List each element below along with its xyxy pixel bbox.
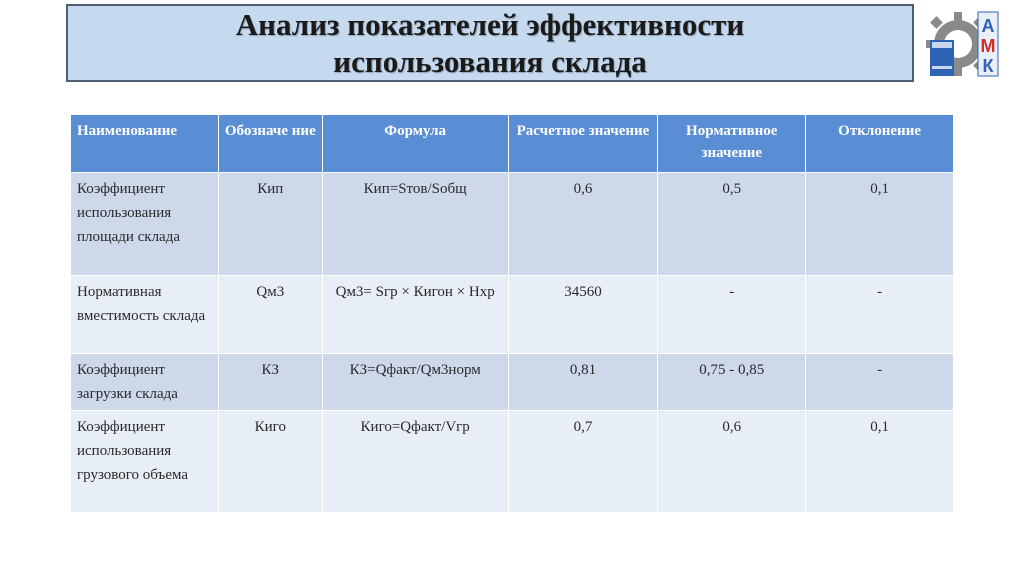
table-row xyxy=(71,173,954,276)
header-name: Наименование xyxy=(71,115,219,173)
cell-calc: 0,81 xyxy=(508,354,658,411)
cell-name: Коэффициент использования грузового объема xyxy=(71,411,219,513)
cell-formula: Кип=Sтов/Sобщ xyxy=(322,173,508,276)
table-header-row xyxy=(71,115,954,173)
table-row xyxy=(71,276,954,354)
cell-symbol: Киго xyxy=(218,411,322,513)
cell-formula: КЗ=Qфакт/Qм3норм xyxy=(322,354,508,411)
header-deviation: Отклонение xyxy=(806,115,954,173)
header-symbol: Обозначе ние xyxy=(218,115,322,173)
cell-name: Коэффициент загрузки склада xyxy=(71,354,219,411)
cell-norm: 0,6 xyxy=(658,411,806,513)
cell-symbol: Qм3 xyxy=(218,276,322,354)
cell-norm: - xyxy=(658,276,806,354)
cell-name: Коэффициент использования площади склада xyxy=(71,173,219,276)
logo-letter-a: А xyxy=(981,16,995,36)
cell-calc: 0,6 xyxy=(508,173,658,276)
logo-letter-k: К xyxy=(982,56,994,76)
amk-gear-logo-icon xyxy=(922,4,1000,82)
header-norm-value: Нормативное значение xyxy=(658,115,806,173)
cell-norm: 0,5 xyxy=(658,173,806,276)
title-box xyxy=(66,4,914,82)
table-row xyxy=(71,354,954,411)
cell-symbol: КЗ xyxy=(218,354,322,411)
cell-dev: 0,1 xyxy=(806,173,954,276)
logo-letter-m: М xyxy=(980,36,996,56)
page-title-line-2: использования склада xyxy=(333,44,647,79)
page-title-line-1: Анализ показателей эффективности xyxy=(235,7,745,42)
cell-name: Нормативная вместимость склада xyxy=(71,276,219,354)
cell-dev: - xyxy=(806,354,954,411)
cell-symbol: Кип xyxy=(218,173,322,276)
cell-dev: 0,1 xyxy=(806,411,954,513)
cell-formula: Qм3= Sгр × Кигон × Нхр xyxy=(322,276,508,354)
cell-formula: Киго=Qфакт/Vгр xyxy=(322,411,508,513)
cell-calc: 34560 xyxy=(508,276,658,354)
cell-calc: 0,7 xyxy=(508,411,658,513)
cell-norm: 0,75 - 0,85 xyxy=(658,354,806,411)
indicators-table xyxy=(70,114,954,513)
cell-dev: - xyxy=(806,276,954,354)
header-formula: Формула xyxy=(322,115,508,173)
header-calc-value: Расчетное значение xyxy=(508,115,658,173)
table-row xyxy=(71,411,954,513)
